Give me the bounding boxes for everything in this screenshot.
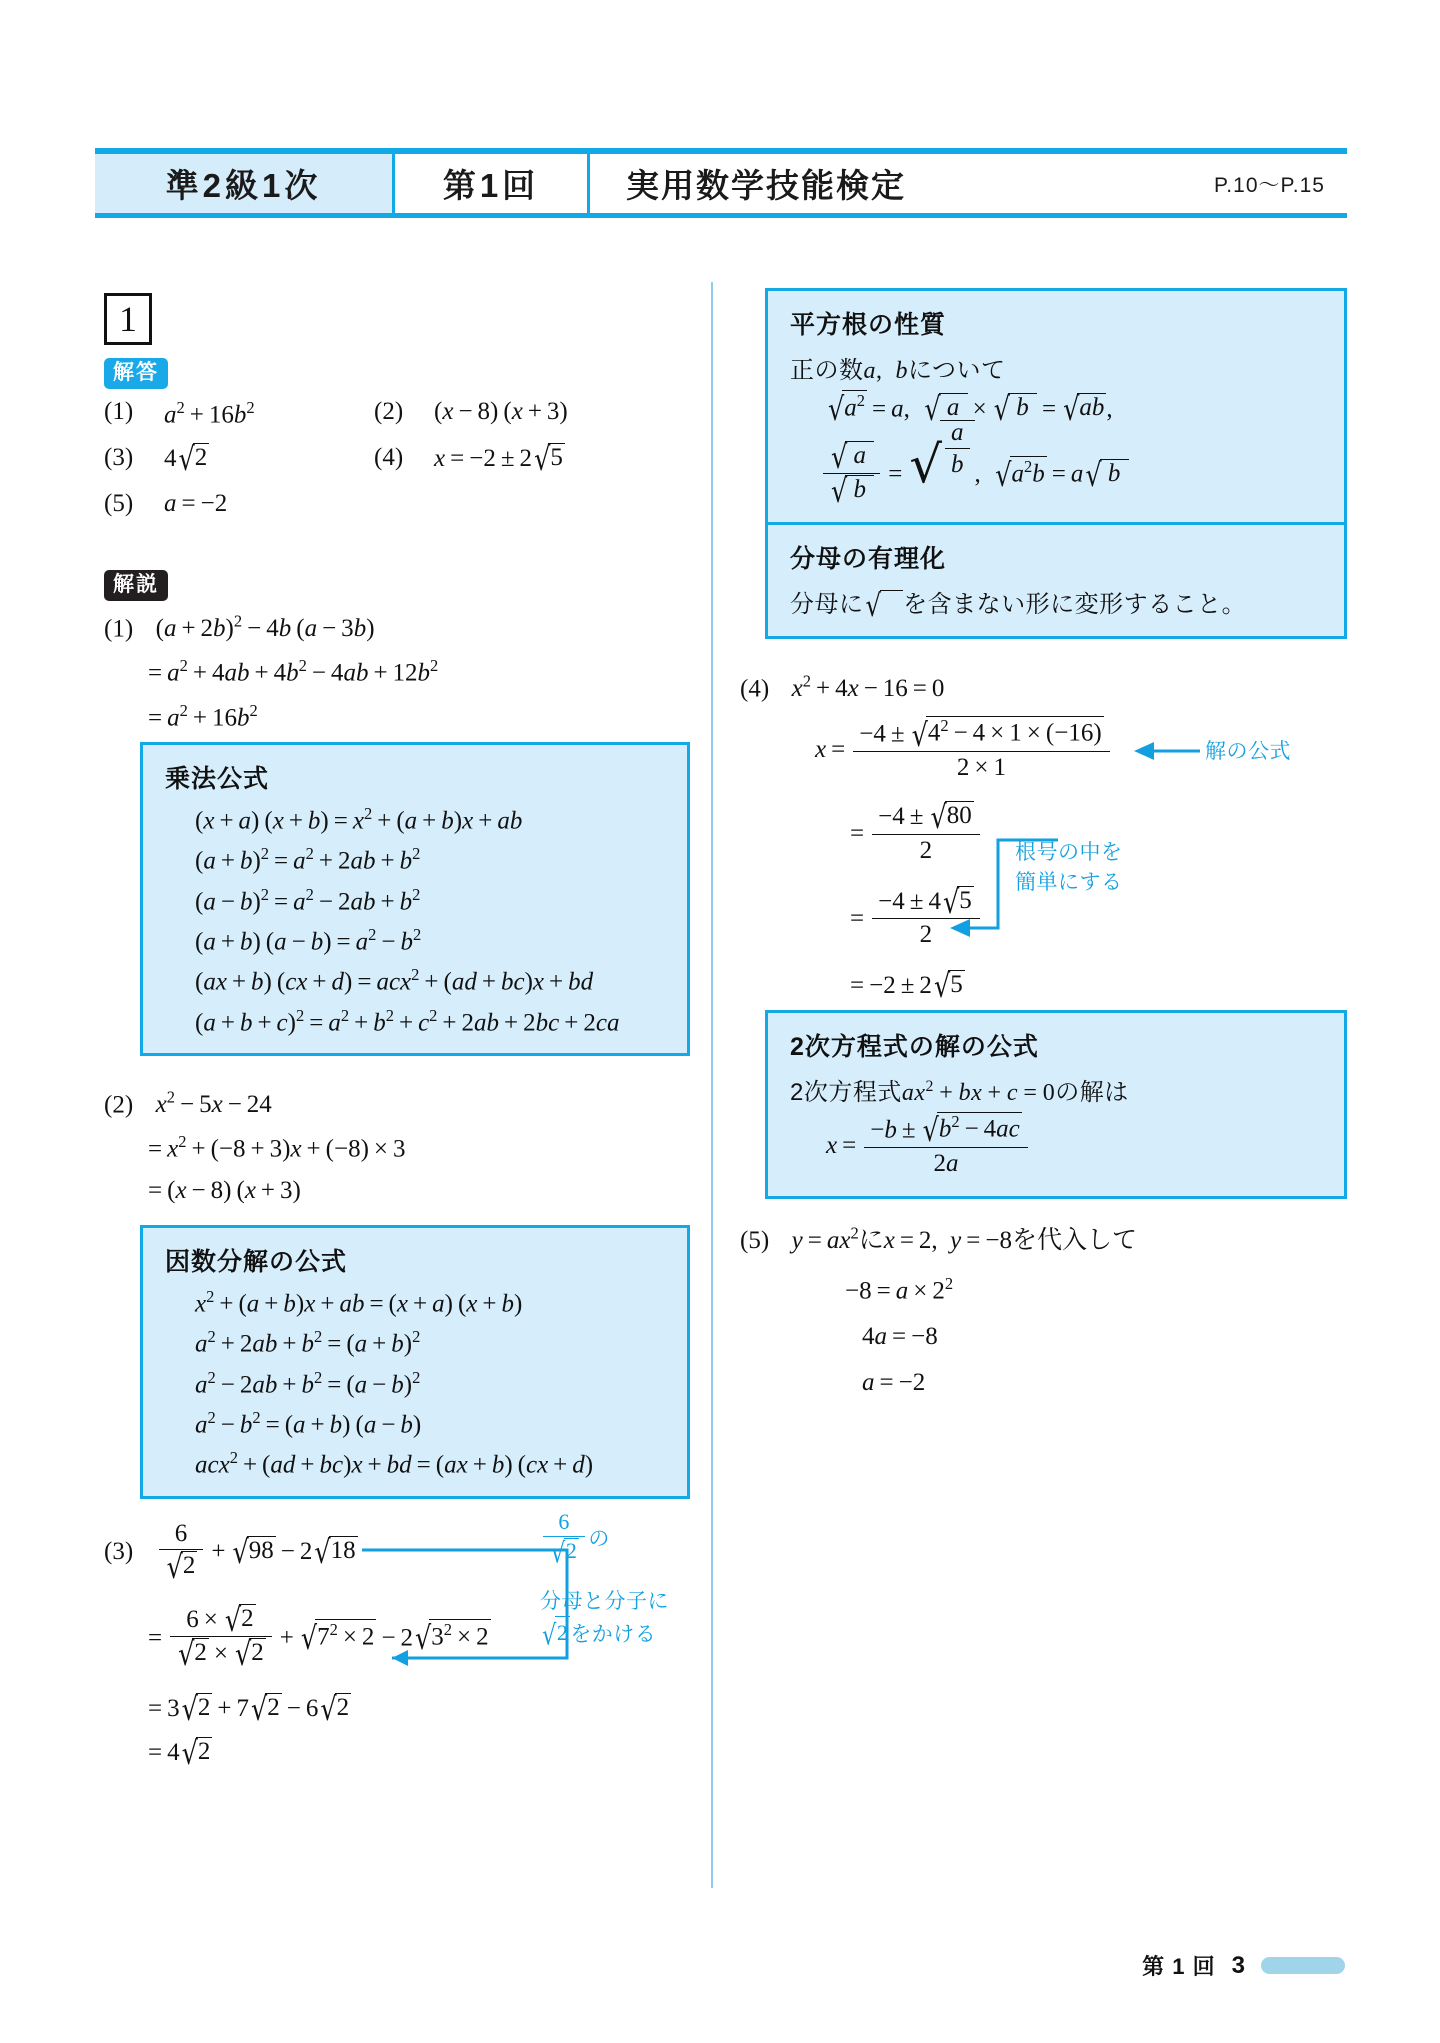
answer-badge: 解答 [104,358,168,389]
annotation-line: 根号の中を [1015,841,1123,864]
question-number-box: 1 [104,293,152,345]
formula-box-sqrt-property [765,288,1347,528]
answer-value: $a^2 + 16b^2$ [164,398,255,429]
explanation-expression: 4a = −8 [862,1323,938,1351]
answer-number: (4) [374,444,404,472]
explanation-1 [104,612,684,745]
formula-box-quadratic [765,1010,1347,1199]
page-footer [1142,1950,1345,1981]
annotation-line: 簡単にする [1015,870,1123,894]
annotation-arrow-quadratic [1132,738,1202,764]
formula-box-title: 2次方程式の解の公式 [790,1033,1039,1061]
explanation-expression: $\frac{6}{√2}$ + √98 − 2√18 [156,1538,358,1565]
formula-box-multiplication [140,742,690,1056]
explanation-expression: = $x^2 + (-8 + 3)x + (-8) \times 3$ [148,1132,406,1163]
explanation-expression: = 4√2 [148,1734,211,1773]
explanation-expression: $-8 = a \times 2^2$ [845,1274,954,1305]
formula-line: $(a + b)^2 = a^2 + 2ab + b^2$ [195,844,421,875]
explanation-number: (1) [104,615,134,643]
explanation-expression: $x^2 + 4x - 16 = 0$ [791,672,945,703]
formula-line: $x^2 + (a + b)x$ + ab = (x + a) (x + b) [195,1287,523,1318]
explanation-expression: = $a^2 + 16b^2$ [148,700,258,731]
header-round-label: 第1回 [442,167,540,204]
footer-page-number: 3 [1231,1951,1245,1979]
explanation-expression: $(a + 2b)^2 - 4b$ (a − 3b) [155,612,375,643]
annotation-rationalize [540,1509,730,1652]
annotation-line: 分母と分子に [540,1589,669,1613]
page-title: 実用数学技能検定 [626,167,906,204]
formula-line: x = $\frac{-b \pm √b^2 - 4ac}{2a}$ [826,1115,1326,1180]
formula-box-title: 因数分解の公式 [165,1248,348,1276]
answer-value: x = −2 ± 2√5 [434,441,563,480]
header-title-cell [590,154,1214,213]
formula-line: $a^2 + 2ab + b^2 = (a + b)^2$ [195,1327,421,1358]
answer-number: (1) [104,398,134,425]
formula-box-lead: 2次方程式$ax^2$ + bx + c = 0の解は [790,1078,1129,1106]
explanation-expression: a = −2 [862,1369,926,1397]
annotation-text: の [588,1527,610,1551]
annotation-line: √2をかける [540,1617,730,1653]
formula-box-rationalize [765,522,1347,639]
explanation-number: (3) [104,1538,134,1566]
formula-box-title: 平方根の性質 [790,311,947,339]
explanation-expression: = $\frac{6 \times √2}{√2 \times √2}$ + $√7^2 \times 2 - 2√3^2 \times 2$ [148,1601,489,1674]
answer-item [374,441,565,480]
answer-list [104,398,684,533]
explanation-expression: $y = ax^2$にx = 2, y = −8を代入して [791,1223,1137,1254]
formula-line: $(a - b)^2 = a^2 - 2ab + b^2$ [195,884,421,915]
explanation-line [104,612,684,643]
explanation-number: (5) [740,1227,770,1254]
explanation-expression: = (x − 8) (x + 3) [148,1176,301,1204]
answer-row [104,441,684,480]
annotation-quadratic-formula: 解の公式 [1205,740,1291,763]
formula-line: $a^2 - 2ab + b^2 = (a - b)^2$ [195,1367,421,1398]
header-grade-label: 準2級1次 [165,167,322,204]
formula-box-factorization [140,1225,690,1499]
footer-accent-bar [1261,1957,1345,1974]
annotation-simplify-radical [1015,838,1195,898]
explanation-expression: = $\frac{-4 \pm √80}{2}$ [850,804,1340,867]
answer-badge-wrap [104,358,168,389]
formula-line: $\frac{√ a}{√ b}$ = √ $\frac{a}{b}$ , $√a^2b = a√$ b [820,434,1326,508]
explanation-5 [740,1220,1340,1410]
answer-item [374,398,568,429]
formula-line: (a + b) $(a - b) = a^2 - b^2$ [195,924,422,956]
formula-line: $(a + b + c)^2 = a^2 + b^2 + c^2 + 2ab + 2bc + 2ca$ [195,1005,620,1036]
answer-item [104,490,374,518]
answer-number: (2) [374,398,404,425]
answer-number: (5) [104,490,134,518]
answer-item [104,441,374,480]
annotation-text: をかける [570,1622,657,1646]
explanation-line [104,1088,684,1119]
explanation-line [740,1220,1340,1256]
explanation-expression: = $a^2 + 4ab + 4b^2 - 4ab + 12b^2$ [148,656,439,687]
explanation-expression: x = $\frac{-4 \pm √4^2 - 4 \times 1 \times (-16)}{2 \times 1}$ [815,719,1340,784]
formula-line: $a^2 - b^2 = (a + b) (a - b)$ [195,1407,422,1439]
formula-line: $√a^2 = a$, √ a × √ b = √ab, [828,391,1113,430]
formula-box-title: 分母の有理化 [790,545,947,573]
explanation-2 [104,1088,684,1218]
explanation-line [740,672,1340,703]
answer-value: 4√2 [164,441,208,480]
formula-box-lead: 分母に√ を含まない形に変形すること。 [790,587,1247,624]
answer-item [104,398,374,429]
header-grade-cell [95,154,395,213]
formula-line: acx$^2$ + (ad + bc)x + bd = (ax + b) (cx + d) [195,1448,594,1479]
formula-box-lead: 正の数a, bについて [790,357,1006,384]
answer-value: (x − 8) (x + 3) [434,398,568,425]
formula-line: (x + a) $(x + b) = x^2 + (a + b)x$ + ab [195,804,523,835]
page-header [95,148,1347,218]
footer-round-label: 第 1 回 [1142,1954,1216,1979]
header-page-range: P.10〜P.15 [1214,173,1325,197]
annotation-line: $\frac{6}{√2}$ の [540,1512,730,1569]
explanation-number: (4) [740,675,770,703]
answer-number: (3) [104,444,134,472]
answer-row [104,398,684,429]
answer-row [104,490,684,518]
answer-value: a = −2 [164,490,228,518]
formula-line: (ax + b) (cx + d) = acx$^2$ + (ad + bc)x + bd [195,965,594,996]
explain-badge: 解説 [104,570,168,601]
formula-box-title: 乗法公式 [165,765,270,793]
header-round-cell [395,154,590,213]
explain-badge-wrap [104,570,168,601]
explanation-expression: = $\frac{-4 \pm 4√5}{2}$ [850,889,1340,952]
explanation-expression: = −2 ± 2√5 [850,968,963,1007]
explanation-expression: = 3√2 + 7√2 − 6√2 [148,1690,350,1729]
explanation-expression: $x^2 - 5x - 24$ [155,1088,272,1119]
explanation-number: (2) [104,1091,134,1119]
